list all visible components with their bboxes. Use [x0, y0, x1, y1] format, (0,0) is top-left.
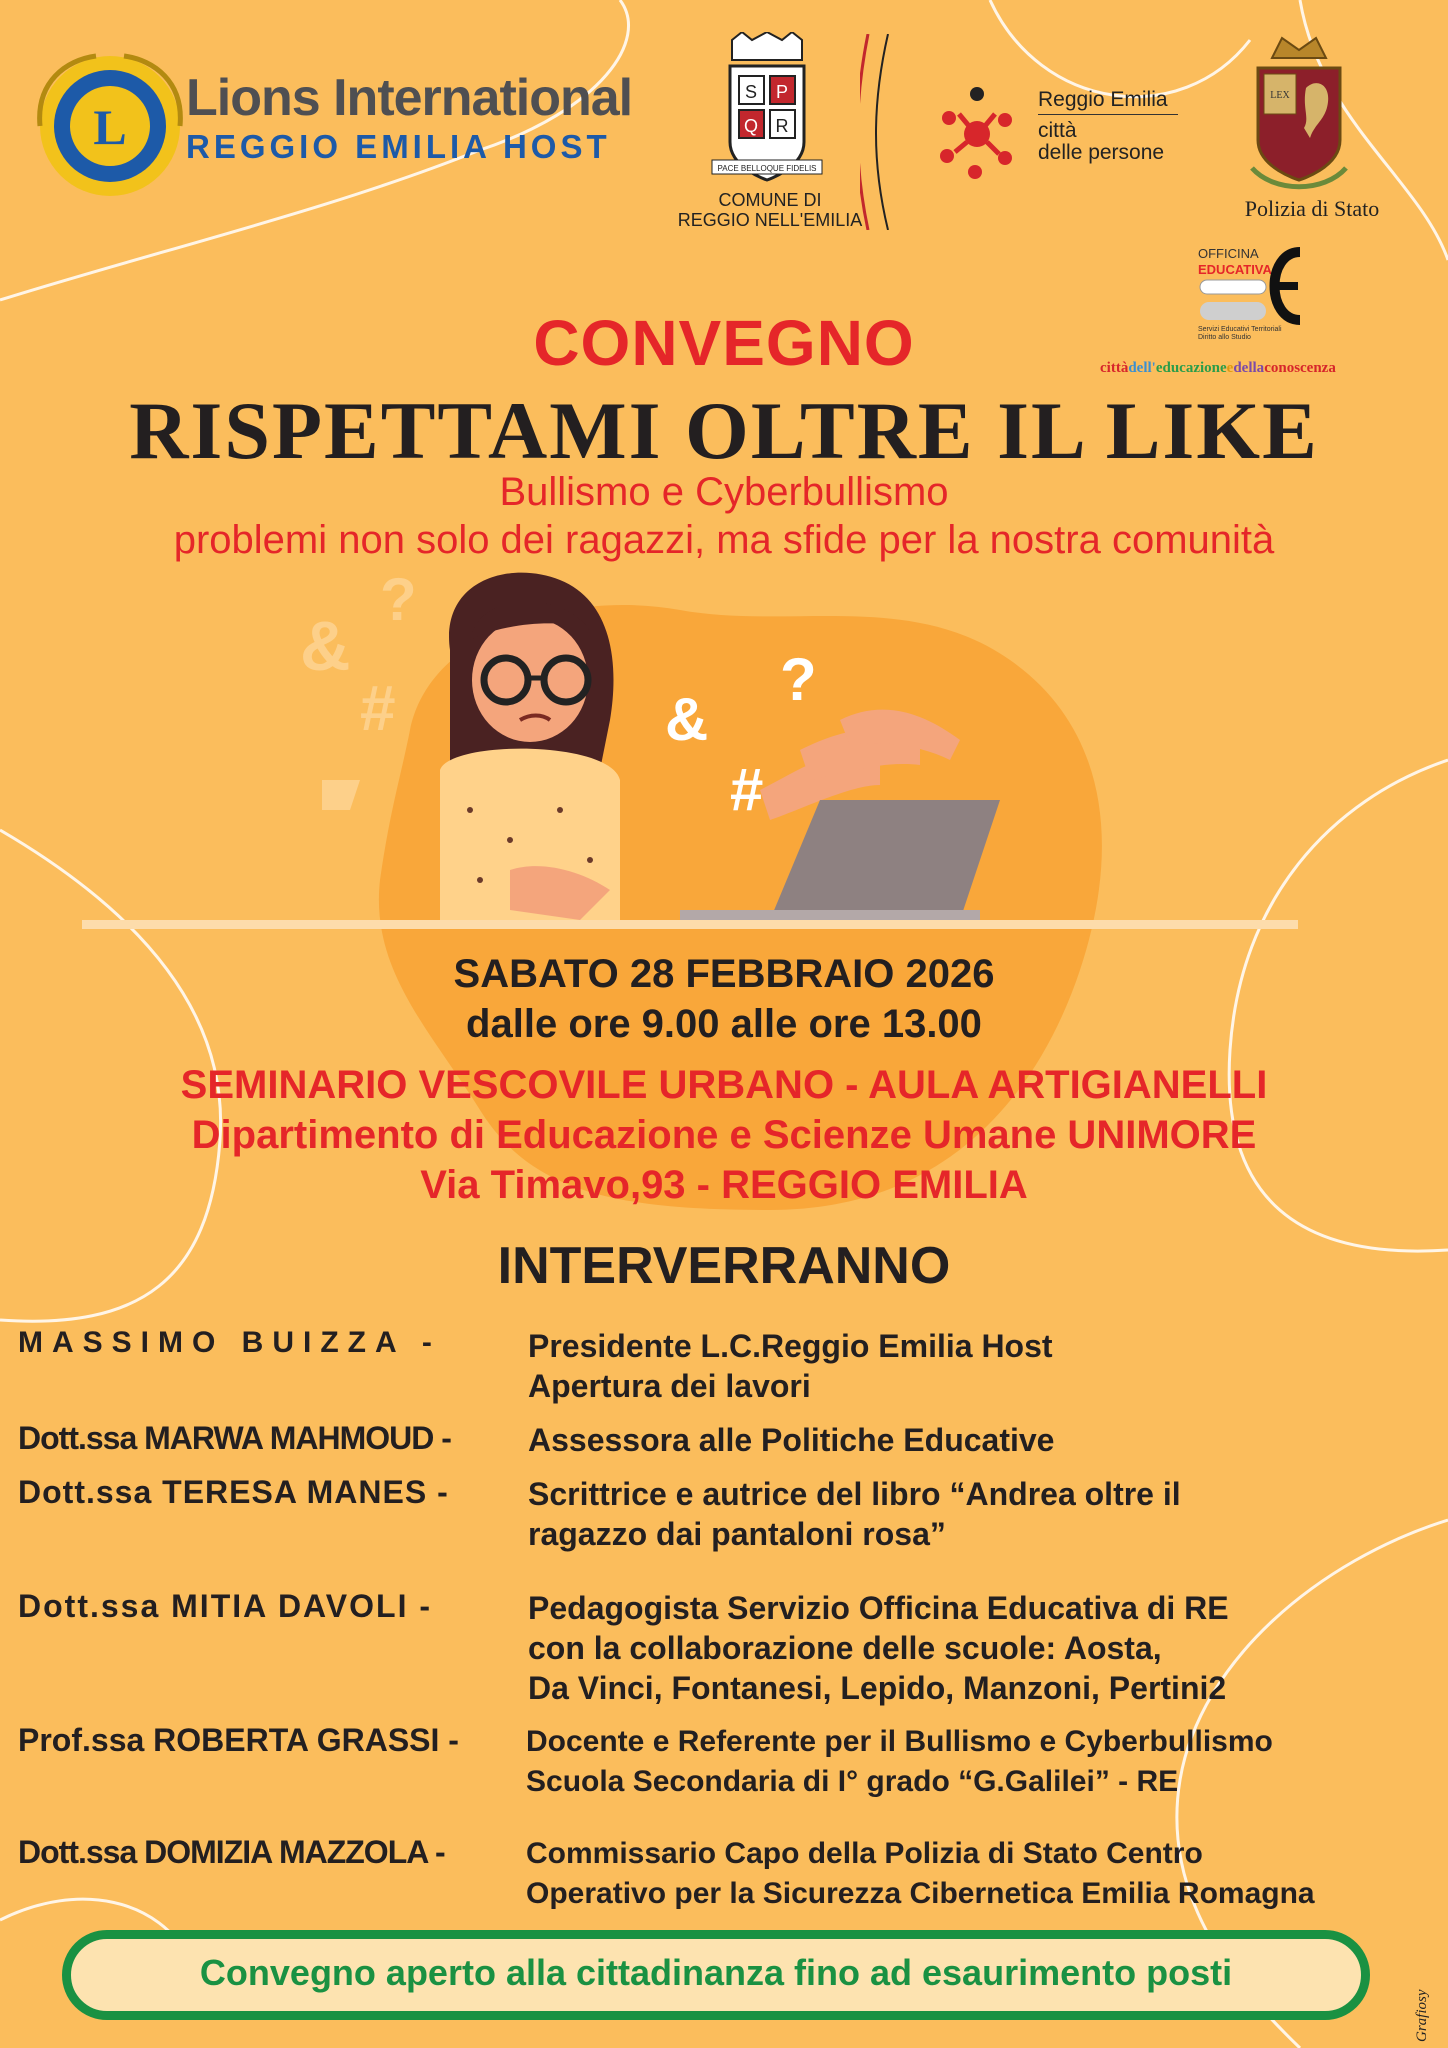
- dell-word: dell': [1128, 360, 1156, 376]
- citta-word: città: [1100, 360, 1129, 376]
- comune-line-2: REGGIO NELL'EMILIA: [677, 210, 863, 230]
- speakers-heading: INTERVERRANNO: [497, 1237, 951, 1295]
- svg-text:#: #: [360, 672, 396, 744]
- speaker-role: [528, 1588, 1438, 1708]
- speaker-role: [526, 1834, 1438, 1914]
- lions-subtitle: REGGIO EMILIA HOST: [186, 128, 611, 165]
- conoscenza-word: conoscenza: [1264, 360, 1336, 376]
- venue-line-1: SEMINARIO VESCOVILE URBANO - AULA ARTIGIANELLI: [180, 1063, 1268, 1107]
- svg-text:S: S: [744, 82, 758, 102]
- speaker-role-line: Pedagogista Servizio Officina Educativa di RE: [528, 1590, 1229, 1626]
- event-time: dalle ore 9.00 alle ore 13.00: [466, 1002, 982, 1046]
- speaker-role: [526, 1722, 1438, 1802]
- educazione-word: educazione: [1155, 360, 1227, 376]
- speaker-role-line: Scrittrice e autrice del libro “Andrea oltre il: [528, 1476, 1181, 1512]
- oe-small-line-1: Servizi Educativi Territoriali: [1198, 326, 1282, 333]
- speaker-role: [528, 1326, 1438, 1406]
- grafiosy-signature: [1400, 1946, 1440, 2046]
- speaker-role-line: con la collaborazione delle scuole: Aosta,: [528, 1630, 1162, 1666]
- speaker-role-line: Assessora alle Politiche Educative: [528, 1422, 1055, 1458]
- footer-text: Convegno aperto alla cittadinanza fino ad esaurimento posti: [199, 1952, 1233, 1993]
- e-word: e: [1226, 360, 1234, 376]
- svg-text:?: ?: [780, 646, 817, 713]
- speaker-name: Dott.ssa MARWA MAHMOUD -: [18, 1420, 451, 1456]
- speaker-role: [528, 1474, 1438, 1554]
- speaker-role: [528, 1420, 1438, 1460]
- svg-text:Q: Q: [743, 116, 759, 136]
- reggio-emilia-separator: [1038, 114, 1178, 115]
- speaker-role-line: Presidente L.C.Reggio Emilia Host: [528, 1328, 1053, 1364]
- divider-arcs: [860, 34, 920, 230]
- citta-delle-persone: [1038, 120, 1164, 164]
- svg-text:R: R: [775, 116, 789, 136]
- speaker-role-line: Da Vinci, Fontanesi, Lepido, Manzoni, Pertini2: [528, 1670, 1227, 1706]
- main-title: RISPETTAMI OLTRE IL LIKE: [129, 385, 1319, 476]
- reggio-emilia-label: Reggio Emilia: [1038, 88, 1168, 111]
- speaker-role-line: Operativo per la Sicurezza Cibernetica Emilia Romagna: [526, 1877, 1315, 1910]
- polizia-name: Polizia di Stato: [1244, 196, 1380, 221]
- speaker-role-line: Docente e Referente per il Bullismo e Cyberbullismo: [526, 1725, 1273, 1758]
- venue-line-2: Dipartimento di Educazione e Scienze Umane UNIMORE: [191, 1113, 1257, 1157]
- event-venue: [0, 1060, 1448, 1210]
- convegno-heading: CONVEGNO: [533, 307, 915, 379]
- reggio-emilia-logo-icon: [925, 74, 1025, 184]
- svg-text:?: ?: [380, 570, 417, 633]
- delle-persone-label: delle persone: [1038, 141, 1165, 164]
- student-at-laptop-illustration: [280, 570, 1340, 930]
- comune-line-1: COMUNE DI: [718, 190, 822, 210]
- oe-line-2: EDUCATIVA: [1198, 262, 1272, 277]
- svg-text:&: &: [665, 686, 709, 753]
- speaker-role-line: Apertura dei lavori: [528, 1368, 811, 1404]
- svg-text:L: L: [93, 99, 127, 155]
- subtitle-2: problemi non solo dei ragazzi, ma sfide per la nostra comunità: [173, 518, 1275, 562]
- speaker-name: Prof.ssa ROBERTA GRASSI -: [18, 1722, 459, 1758]
- speaker-name: Dott.ssa TERESA MANES -: [18, 1474, 449, 1510]
- desk-line: [82, 920, 1298, 929]
- polizia-lex: LEX: [1270, 90, 1290, 101]
- venue-line-3: Via Timavo,93 - REGGIO EMILIA: [420, 1163, 1028, 1207]
- comune-name: [660, 190, 880, 230]
- speaker-name: MASSIMO BUIZZA -: [18, 1326, 441, 1359]
- polizia-crest-icon: [1244, 28, 1354, 198]
- oe-small-line-2: Diritto allo Studio: [1198, 334, 1251, 341]
- svg-text:&: &: [300, 607, 351, 685]
- citta-label: città: [1038, 119, 1077, 142]
- comune-crest-icon: [702, 32, 832, 192]
- oe-line-1: OFFICINA: [1198, 246, 1259, 261]
- speaker-role-line: Commissario Capo della Polizia di Stato Centro: [526, 1837, 1203, 1870]
- speaker-role-line: ragazzo dai pantaloni rosa”: [528, 1516, 946, 1552]
- svg-text:P: P: [775, 82, 789, 102]
- comune-motto: PACE BELLOQUE FIDELIS: [717, 164, 817, 173]
- svg-text:Grafiosy: Grafiosy: [1414, 1989, 1430, 2042]
- lions-name: Lions International: [186, 69, 633, 127]
- speaker-name: Dott.ssa MITIA DAVOLI -: [18, 1588, 432, 1624]
- event-date: SABATO 28 FEBBRAIO 2026: [453, 952, 995, 996]
- della-word: della: [1233, 360, 1265, 376]
- speaker-name: Dott.ssa DOMIZIA MAZZOLA -: [18, 1834, 445, 1870]
- lions-logo-icon: [36, 52, 184, 200]
- speaker-role-line: Scuola Secondaria di I° grado “G.Galilei” - RE: [526, 1765, 1179, 1798]
- subtitle-1: Bullismo e Cyberbullismo: [499, 470, 949, 514]
- svg-text:#: #: [730, 756, 764, 823]
